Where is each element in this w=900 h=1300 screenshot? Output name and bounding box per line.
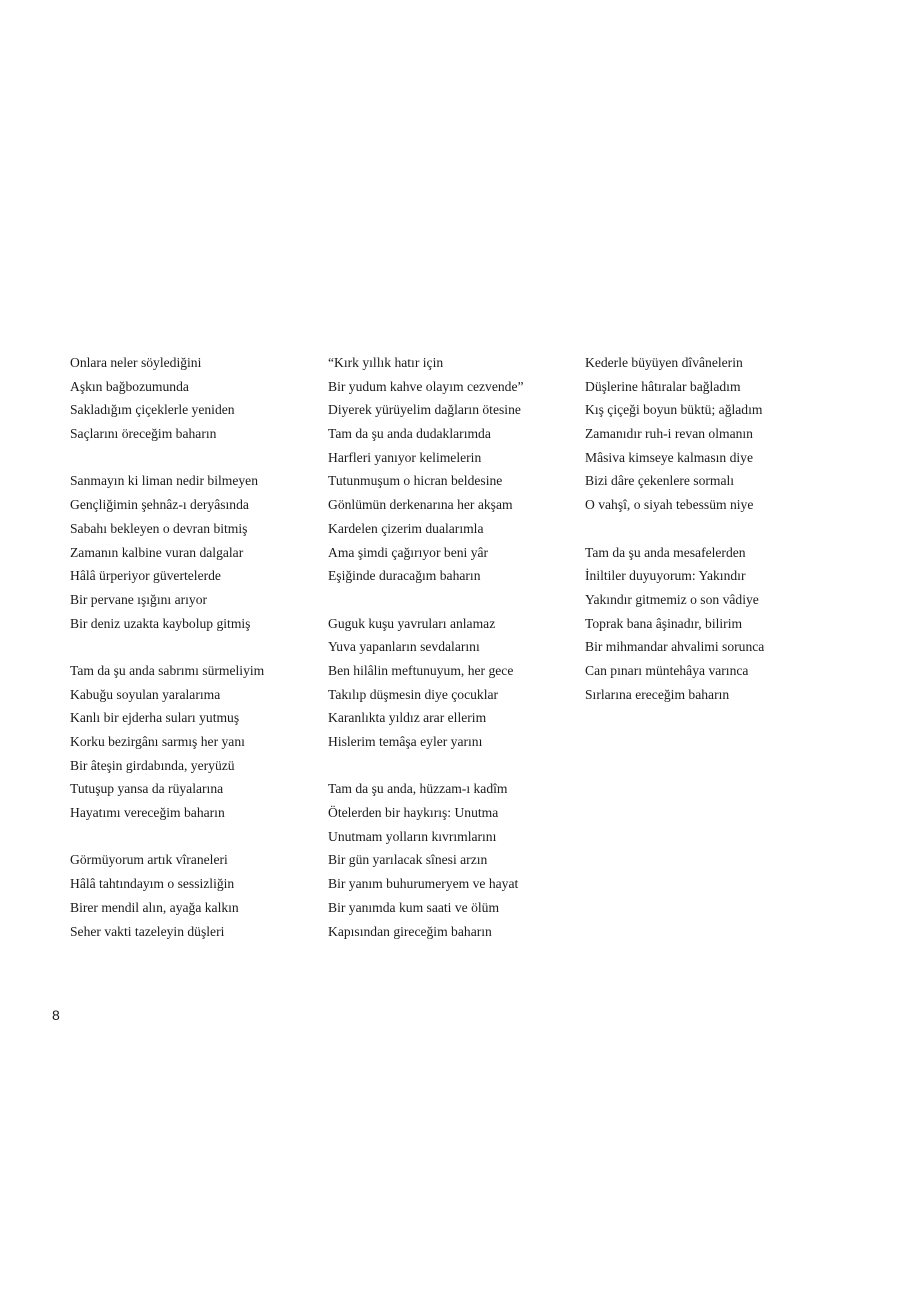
- stanza: [70, 469, 320, 635]
- stanza: [70, 659, 320, 825]
- poem-line: Düşlerine hâtıralar bağladım: [585, 378, 741, 394]
- poem-line: Saçlarını öreceğim baharın: [70, 426, 217, 442]
- poem-line: Tam da şu anda mesafelerden: [585, 544, 746, 560]
- poem-line: Sabahı bekleyen o devran bitmiş: [70, 520, 248, 536]
- poem-line: Mâsiva kimseye kalmasın diye: [585, 449, 753, 465]
- poem-line: Görmüyorum artık vîraneleri: [70, 852, 228, 868]
- stanza: [328, 777, 578, 943]
- stanza: [70, 351, 320, 446]
- poem-line: Toprak bana âşinadır, bilirim: [585, 615, 743, 631]
- poem-line: Takılıp düşmesin diye çocuklar: [328, 686, 499, 702]
- poem-line: Bir mihmandar ahvalimi sorunca: [585, 639, 765, 655]
- poem-line: Tam da şu anda sabrımı sürmeliyim: [70, 662, 265, 678]
- poem-line: Korku bezirgânı sarmış her yanı: [70, 734, 245, 749]
- poem-line: Yakındır gitmemiz o son vâdiye: [585, 591, 759, 607]
- poem-line: İniltiler duyuyorum: Yakındır: [585, 568, 746, 584]
- poem-line: Tutunmuşum o hicran beldesine: [328, 473, 503, 489]
- poem-line: Sakladığım çiçeklerle yeniden: [70, 402, 235, 418]
- poem-line: “Kırk yıllık hatır için: [328, 355, 444, 370]
- page-number: 8: [52, 1007, 60, 1023]
- poem-line: Yuva yapanların sevdalarını: [328, 639, 480, 655]
- poem-line: Eşiğinde duracağım baharın: [328, 568, 481, 584]
- poem-line: Kapısından gireceğim baharın: [328, 923, 492, 939]
- poem-line: Hâlâ tahtındayım o sessizliğin: [70, 876, 235, 892]
- poem-line: Kardelen çizerim dualarımla: [328, 520, 484, 536]
- poem-line: Ben hilâlin meftunuyum, her gece: [328, 662, 514, 678]
- poem-line: Onlara neler söylediğini: [70, 355, 202, 370]
- poem-line: Bizi dâre çekenlere sormalı: [585, 473, 735, 489]
- poem-line: Ötelerden bir haykırış: Unutma: [328, 805, 499, 821]
- poem-column-2: [328, 351, 578, 967]
- poem-line: Zamanıdır ruh-i revan olmanın: [585, 426, 753, 442]
- poem-line: Gönlümün derkenarına her akşam: [328, 497, 513, 513]
- poem-line: Kanlı bir ejderha suları yutmuş: [70, 710, 240, 726]
- poem-line: Tam da şu anda dudaklarımda: [328, 426, 491, 442]
- poem-line: Zamanın kalbine vuran dalgalar: [70, 544, 244, 560]
- stanza: [328, 612, 578, 754]
- poem-line: Guguk kuşu yavruları anlamaz: [328, 615, 496, 631]
- poem-line: Tam da şu anda, hüzzam-ı kadîm: [328, 781, 508, 797]
- poem-line: Can pınarı müntehâya varınca: [585, 662, 749, 678]
- poem-line: Sırlarına ereceğim baharın: [585, 686, 730, 702]
- stanza: [70, 848, 320, 943]
- poem-column-1: [70, 351, 320, 967]
- poem-line: Gençliğimin şehnâz-ı deryâsında: [70, 497, 249, 513]
- poem-line: Aşkın bağbozumunda: [70, 378, 189, 394]
- poem-line: Diyerek yürüyelim dağların ötesine: [328, 402, 521, 418]
- poem-line: Karanlıkta yıldız arar ellerim: [328, 710, 487, 726]
- poem-line: Bir yudum kahve olayım cezvende”: [328, 378, 524, 394]
- stanza: [585, 541, 835, 707]
- poem-line: Seher vakti tazeleyin düşleri: [70, 923, 225, 939]
- stanza: [328, 351, 578, 588]
- poem-line: Bir deniz uzakta kaybolup gitmiş: [70, 615, 251, 631]
- poem-line: Hayatımı vereceğim baharın: [70, 805, 225, 821]
- poem-line: Bir âteşin girdabında, yeryüzü: [70, 757, 235, 773]
- poem-line: Hâlâ ürperiyor güvertelerde: [70, 568, 221, 584]
- poem-line: Harfleri yanıyor kelimelerin: [328, 449, 482, 465]
- poem-line: Sanmayın ki liman nedir bilmeyen: [70, 473, 259, 489]
- poem-line: Bir pervane ışığını arıyor: [70, 591, 208, 607]
- poem-line: Bir yanım buhurumeryem ve hayat: [328, 876, 519, 892]
- poem-line: Ama şimdi çağırıyor beni yâr: [328, 544, 489, 560]
- poem-column-3: [585, 351, 835, 730]
- poem-line: Tutuşup yansa da rüyalarına: [70, 781, 224, 797]
- poem-line: Hislerim temâşa eyler yarını: [328, 734, 483, 749]
- poem-line: Kış çiçeği boyun büktü; ağladım: [585, 402, 763, 418]
- poem-line: Bir yanımda kum saati ve ölüm: [328, 899, 500, 915]
- poem-line: Kederle büyüyen dîvânelerin: [585, 355, 743, 370]
- poem-line: Birer mendil alın, ayağa kalkın: [70, 899, 239, 915]
- poem-line: Bir gün yarılacak sînesi arzın: [328, 852, 488, 868]
- stanza: [585, 351, 835, 517]
- poem-line: Unutmam yolların kıvrımlarını: [328, 828, 497, 844]
- poem-line: O vahşî, o siyah tebessüm niye: [585, 497, 754, 513]
- poem-line: Kabuğu soyulan yaralarıma: [70, 686, 221, 702]
